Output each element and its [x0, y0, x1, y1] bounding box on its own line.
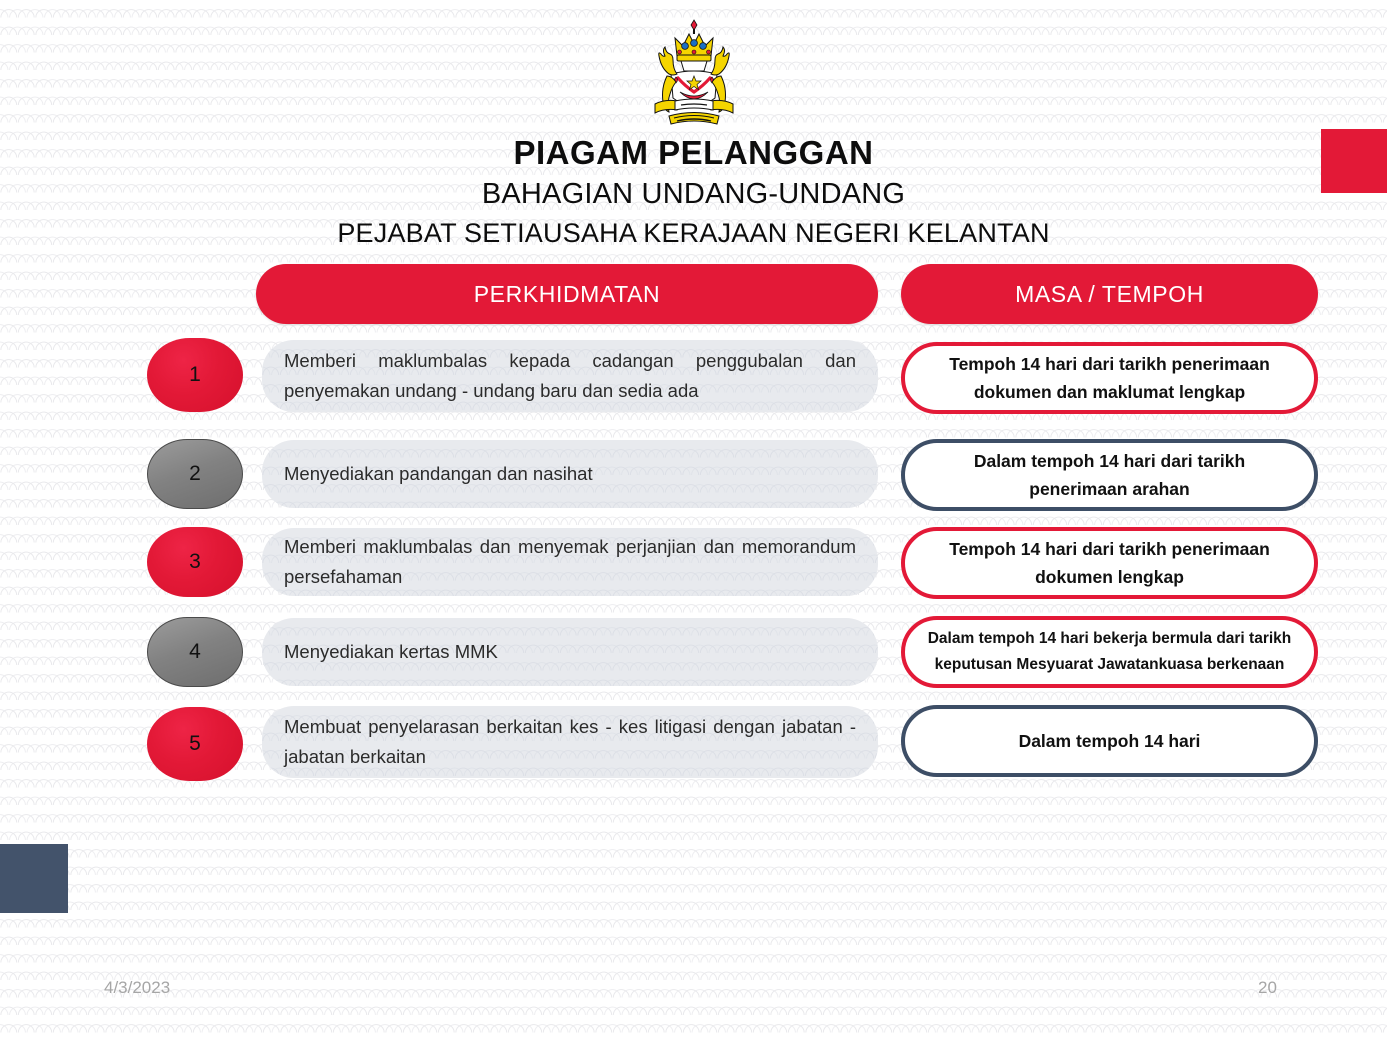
service-description: Menyediakan kertas MMK [262, 618, 878, 686]
row-number-badge: 1 [147, 338, 243, 412]
service-description: Membuat penyelarasan berkaitan kes - kes litigasi dengan jabatan - jabatan berkaitan [262, 706, 878, 778]
kelantan-state-crest-icon [631, 16, 757, 138]
row-number-badge: 5 [147, 707, 243, 781]
time-period: Dalam tempoh 14 hari bekerja bermula dari tarikh keputusan Mesyuarat Jawatankuasa berkenaan [901, 616, 1318, 688]
page-subtitle-division: BAHAGIAN UNDANG-UNDANG [481, 178, 906, 210]
service-description: Memberi maklumbalas dan menyemak perjanjian dan memorandum persefahaman [262, 528, 878, 596]
column-header-service: PERKHIDMATAN [256, 264, 878, 324]
slide-title-block [0, 132, 1387, 252]
service-description: Memberi maklumbalas kepada cadangan penggubalan dan penyemakan undang - undang baru dan sedia ada [262, 340, 878, 412]
time-period: Tempoh 14 hari dari tarikh penerimaan dokumen lengkap [901, 527, 1318, 599]
time-period: Tempoh 14 hari dari tarikh penerimaan dokumen dan maklumat lengkap [901, 342, 1318, 414]
decorative-navy-block [0, 844, 68, 913]
column-header-time: MASA / TEMPOH [901, 264, 1318, 324]
row-number-badge: 3 [147, 527, 243, 597]
row-number-badge: 4 [147, 617, 243, 687]
footer-date: 4/3/2023 [104, 978, 171, 997]
service-description: Menyediakan pandangan dan nasihat [262, 440, 878, 508]
row-number-badge: 2 [147, 439, 243, 509]
page-title: PIAGAM PELANGGAN [513, 134, 874, 171]
footer-page-number: 20 [1258, 978, 1277, 997]
time-period: Dalam tempoh 14 hari dari tarikh penerimaan arahan [901, 439, 1318, 511]
time-period: Dalam tempoh 14 hari [901, 705, 1318, 777]
page-subtitle-office: PEJABAT SETIAUSAHA KERAJAAN NEGERI KELANTAN [337, 218, 1050, 248]
